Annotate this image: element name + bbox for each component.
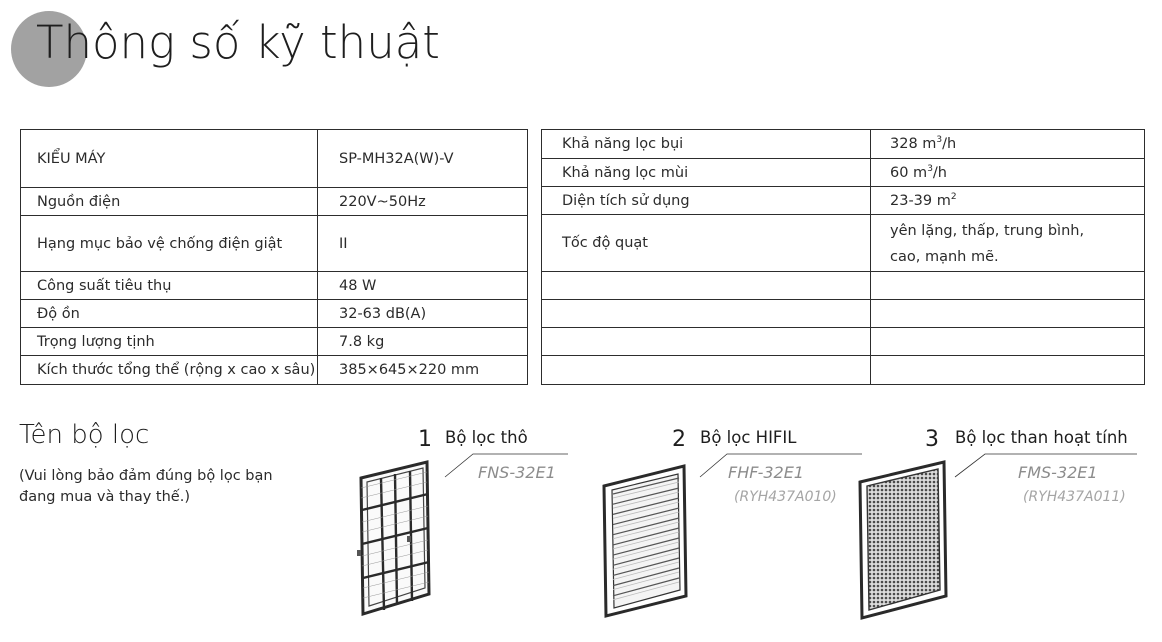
spec-row-empty (542, 300, 1145, 328)
empty-cell (542, 272, 871, 300)
filter-name: Bộ lọc than hoạt tính (955, 428, 1128, 447)
filter-code: (RYH437A010) (734, 489, 837, 505)
spec-value: 328 $m^3/h$ (871, 130, 1145, 159)
empty-cell (871, 300, 1145, 328)
empty-cell (871, 356, 1145, 385)
empty-cell (871, 328, 1145, 356)
filter-number: 1 (418, 427, 432, 452)
filter-code: (RYH437A011) (1023, 489, 1126, 505)
spec-table-right (541, 129, 1145, 385)
empty-cell (542, 300, 871, 328)
spec-row (21, 356, 528, 385)
page-title: Thông số kỹ thuật (36, 16, 440, 69)
filter-name: Bộ lọc thô (445, 428, 528, 447)
empty-cell (871, 272, 1145, 300)
spec-value: 7.8 kg (318, 328, 528, 356)
spec-row (21, 328, 528, 356)
spec-value: SP-MH32A(W)-V (318, 130, 528, 188)
filter-model: FHF-32E1 (728, 463, 804, 482)
empty-cell (542, 328, 871, 356)
empty-cell (542, 356, 871, 385)
spec-label: Khả năng lọc mùi (542, 159, 871, 187)
coarse-filter-frame-icon (355, 458, 435, 618)
spec-label: Độ ồn (21, 300, 318, 328)
filter-number: 2 (672, 427, 686, 452)
spec-value: II (318, 216, 528, 272)
spec-row (21, 216, 528, 272)
spec-value: 48 W (318, 272, 528, 300)
spec-label: KIỂU MÁY (21, 130, 318, 188)
spec-label: Tốc độ quạt (542, 215, 871, 272)
filter-model: FMS-32E1 (1018, 463, 1098, 482)
honeycomb-filter-icon (856, 460, 952, 620)
spec-row (542, 130, 1145, 159)
spec-row (21, 300, 528, 328)
spec-row-empty (542, 272, 1145, 300)
spec-row (21, 272, 528, 300)
spec-row (542, 159, 1145, 187)
filter-note: (Vui lòng bảo đảm đúng bộ lọc bạn đang mua và thay thế.) (19, 468, 273, 505)
spec-value: yên lặng, thấp, trung bình, cao, mạnh mẽ. (871, 215, 1145, 272)
spec-label: Nguồn điện (21, 188, 318, 216)
filter-number: 3 (925, 427, 939, 452)
filter-name: Bộ lọc HIFIL (700, 428, 797, 447)
spec-value: 385×645×220 mm (318, 356, 528, 385)
spec-value: 220V~50Hz (318, 188, 528, 216)
spec-label: Kích thước tổng thể (rộng x cao x sâu) (21, 356, 318, 385)
spec-row-empty (542, 356, 1145, 385)
spec-row (21, 130, 528, 188)
filter-section-heading: Tên bộ lọc (19, 420, 150, 450)
spec-label: Hạng mục bảo vệ chống điện giật (21, 216, 318, 272)
spec-row (21, 188, 528, 216)
pleated-filter-icon (598, 464, 692, 620)
spec-value: 32-63 dB(A) (318, 300, 528, 328)
spec-value: 23-39 $m^2$ (871, 187, 1145, 215)
spec-row-empty (542, 328, 1145, 356)
spec-row (542, 187, 1145, 215)
spec-value: 60 $m^3/h$ (871, 159, 1145, 187)
spec-row (542, 215, 1145, 272)
filter-model: FNS-32E1 (478, 463, 556, 482)
spec-label: Công suất tiêu thụ (21, 272, 318, 300)
spec-label: Diện tích sử dụng (542, 187, 871, 215)
spec-label: Trọng lượng tịnh (21, 328, 318, 356)
spec-label: Khả năng lọc bụi (542, 130, 871, 159)
spec-table-left (20, 129, 528, 385)
